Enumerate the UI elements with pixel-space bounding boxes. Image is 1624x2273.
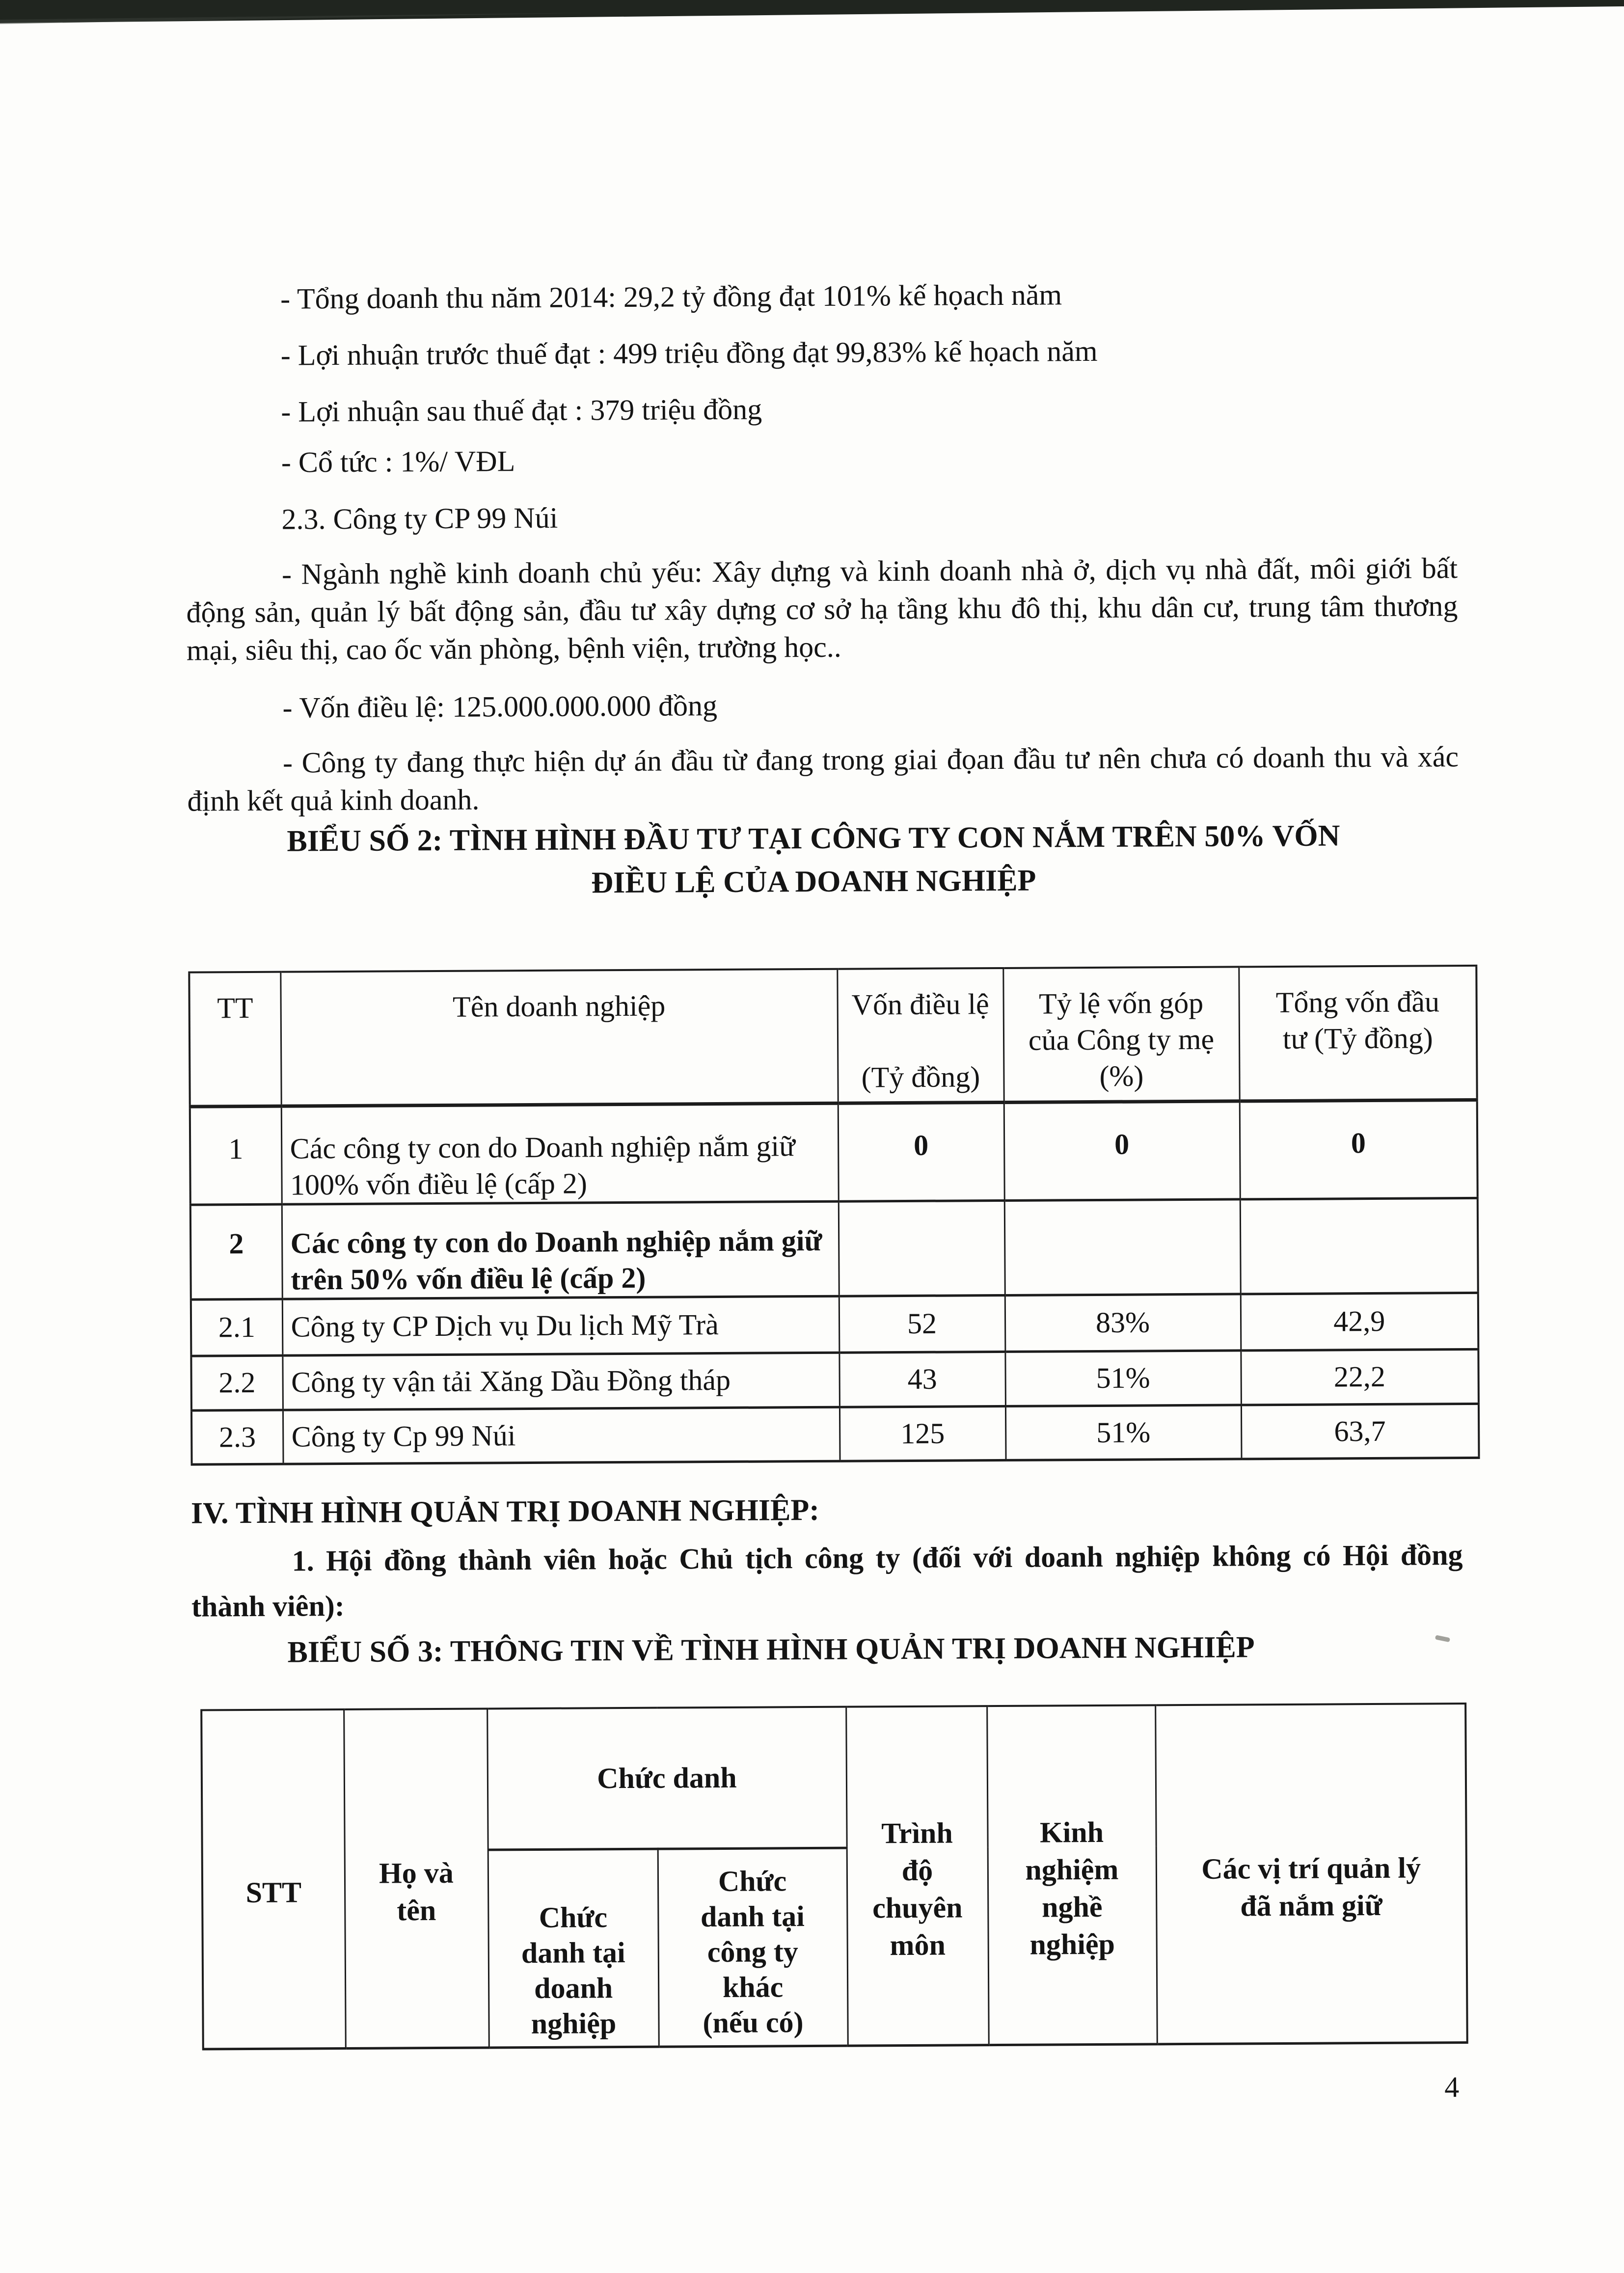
t2-header-row-group xyxy=(201,1704,1466,1851)
t1-row-2-1-ty-le: 83% xyxy=(1005,1294,1241,1352)
t2-header-ho-va-ten: Họ và tên xyxy=(344,1708,489,2048)
t1-row-2-ten: Các công ty con do Doanh nghiệp nắm giữ trên 50% vốn điều lệ (cấp 2) xyxy=(282,1201,839,1299)
t2-header-chuc-danh-tai-cong-ty-khac: Chức danh tại công ty khác (nếu có) xyxy=(658,1848,848,2047)
bieu-so-2-table xyxy=(188,965,1480,1465)
bieu-so-3-title: BIỂU SỐ 3: THÔNG TIN VỀ TÌNH HÌNH QUẢN TRỊ DOANH NGHIỆP xyxy=(287,1630,1255,1669)
t1-row-1-von: 0 xyxy=(838,1102,1004,1201)
t1-row-2 xyxy=(190,1198,1478,1299)
t1-row-2-2-ten: Công ty vận tải Xăng Dầu Đồng tháp xyxy=(282,1353,839,1410)
t1-row-1-ty-le: 0 xyxy=(1004,1101,1240,1200)
t1-row-2-von xyxy=(839,1200,1005,1296)
t1-header-tt: TT xyxy=(189,972,281,1107)
t2-header-chuc-danh-tai-doanh-nghiep: Chức danh tại doanh nghiệp xyxy=(488,1849,659,2048)
t1-row-2-tt: 2 xyxy=(190,1204,282,1299)
bullet-loi-nhuan-sau-thue: - Lợi nhuận sau thuế đạt : 379 triệu đồng xyxy=(281,393,762,428)
t1-row-2-tong xyxy=(1240,1198,1478,1294)
t1-row-2-3-ty-le: 51% xyxy=(1005,1405,1242,1460)
scan-speck-artifact xyxy=(1435,1635,1450,1642)
t1-row-2-2 xyxy=(191,1349,1479,1410)
t1-row-2-ty-le xyxy=(1004,1199,1241,1295)
heading-muc-iv: IV. TÌNH HÌNH QUẢN TRỊ DOANH NGHIỆP: xyxy=(190,1493,820,1530)
t1-header-von-dieu-le: Vốn điều lệ (Tỷ đồng) xyxy=(837,968,1003,1103)
t2-header-trinh-do-chuyen-mon: Trình độ chuyên môn xyxy=(846,1706,989,2045)
t1-row-1-tt: 1 xyxy=(190,1106,282,1205)
page-number: 4 xyxy=(1444,2071,1460,2104)
bieu-so-3-table xyxy=(200,1703,1468,2050)
t1-header-ty-le-von-gop: Tỷ lệ vốn góp của Công ty mẹ (%) xyxy=(1003,967,1239,1102)
bullet-loi-nhuan-truoc-thue: - Lợi nhuận trước thuế đạt : 499 triệu đồng đạt 99,83% kế họach năm xyxy=(280,334,1098,372)
t1-row-2-1-ten: Công ty CP Dịch vụ Du lịch Mỹ Trà xyxy=(282,1296,839,1355)
heading-muc-2-3: 2.3. Công ty CP 99 Núi xyxy=(281,501,558,536)
bullet-von-dieu-le: - Vốn điều lệ: 125.000.000.000 đồng xyxy=(282,689,718,724)
para-nganh-nghe-kinh-doanh: - Ngành nghề kinh doanh chủ yếu: Xây dựng và kinh doanh nhà ở, dịch vụ nhà đất, môi giới bất động sản, quản lý bất động sản, đầu tư xây dựng cơ sở hạ tầng khu đô thị, khu dân cư, trung tâm thương mại, siêu thị, cao ốc văn phòng, bệnh viện, trường học.. xyxy=(186,552,1458,667)
bullet-tong-doanh-thu: - Tổng doanh thu năm 2014: 29,2 tỷ đồng đạt 101% kế họach năm xyxy=(280,278,1062,315)
t2-header-chuc-danh-group: Chức danh xyxy=(487,1707,847,1850)
para-du-an-dau-tu: - Công ty đang thực hiện dự án đầu từ đang trong giai đọan đầu tư nên chưa có doanh thu và xác định kết quả kinh doanh. xyxy=(187,740,1459,817)
t1-row-2-1-tong: 42,9 xyxy=(1241,1293,1479,1351)
t2-header-stt: STT xyxy=(201,1709,346,2049)
bullet-co-tuc: - Cổ tức : 1%/ VĐL xyxy=(281,445,515,479)
bieu-so-2-title: BIỂU SỐ 2: TÌNH HÌNH ĐẦU TƯ TẠI CÔNG TY CON NẮM TRÊN 50% VỐN ĐIỀU LỆ CỦA DOANH NGHIỆP xyxy=(287,819,1340,900)
t1-row-2-1-tt: 2.1 xyxy=(191,1299,283,1356)
t1-header-row xyxy=(189,966,1477,1107)
t1-row-2-3-ten: Công ty Cp 99 Núi xyxy=(283,1407,840,1464)
t1-row-1 xyxy=(190,1100,1478,1205)
t1-row-2-1-von: 52 xyxy=(839,1295,1005,1353)
t1-row-1-tong: 0 xyxy=(1240,1100,1478,1199)
t1-row-2-3-von: 125 xyxy=(839,1406,1006,1461)
t2-header-kinh-nghiem-nghe-nghiep: Kinh nghiệm nghề nghiệp xyxy=(987,1705,1157,2045)
t1-row-2-3-tt: 2.3 xyxy=(191,1410,283,1464)
t1-row-2-3 xyxy=(191,1404,1479,1464)
t1-header-tong-von-dau-tu: Tổng vốn đầu tư (Tỷ đồng) xyxy=(1239,966,1477,1101)
t1-row-2-3-tong: 63,7 xyxy=(1241,1404,1479,1459)
t1-header-ten-doanh-nghiep: Tên doanh nghiệp xyxy=(280,969,838,1106)
t1-row-2-1 xyxy=(191,1293,1479,1356)
t1-row-2-2-tong: 22,2 xyxy=(1241,1349,1479,1405)
t1-row-1-ten: Các công ty con do Doanh nghiệp nắm giữ 100% vốn điều lệ (cấp 2) xyxy=(281,1103,839,1204)
t1-row-2-2-ty-le: 51% xyxy=(1005,1350,1241,1406)
t1-row-2-2-tt: 2.2 xyxy=(191,1355,283,1410)
t1-row-2-2-von: 43 xyxy=(839,1352,1005,1407)
para-hoi-dong-thanh-vien: 1. Hội đồng thành viên hoặc Chủ tịch công ty (đối với doanh nghiệp không có Hội đồng thành viên): xyxy=(191,1539,1463,1623)
t2-header-vi-tri-quan-ly: Các vị trí quản lý đã nắm giữ xyxy=(1155,1704,1467,2044)
